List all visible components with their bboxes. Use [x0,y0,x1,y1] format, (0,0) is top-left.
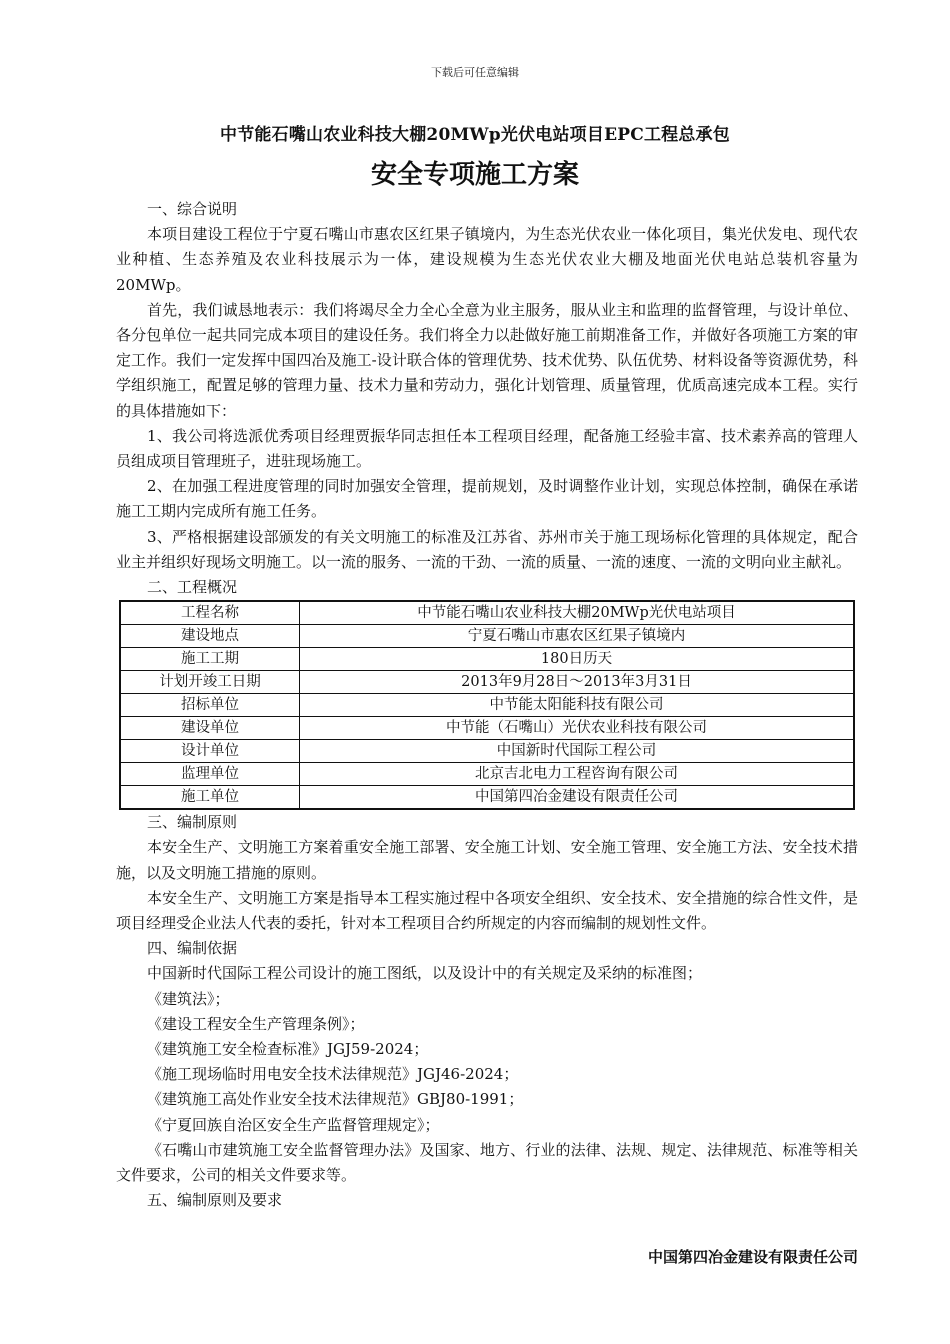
project-overview-table [119,600,855,810]
table-value: 北京吉北电力工程咨询有限公司 [300,763,855,786]
paragraph: 首先，我们诚恳地表示：我们将竭尽全力全心全意为业主服务，服从业主和监理的监督管理，与设计单位、各分包单位一起共同完成本项目的建设任务。我们将全力以赴做好施工前期准备工作，并做好各项施工方案的审定工作。我们一定发挥中国四冶及施工-设计联合体的管理优势、技术优势、队伍优势、材料设备等资源优势，科学组织施工，配置足够的管理力量、技术力量和劳动力，强化计划管理、质量管理，优质高速完成本工程。实行的具体措施如下： [116,300,858,420]
table-value: 2013年9月28日～2013年3月31日 [300,671,855,694]
footer-company: 中国第四冶金建设有限责任公司 [647,1248,858,1266]
table-row [120,601,854,625]
table-value: 中节能太阳能科技有限公司 [300,694,855,717]
paragraph: 《石嘴山市建筑施工安全监督管理办法》及国家、地方、行业的法律、法规、规定、法律规范、标准等相关文件要求，公司的相关文件要求等。 [116,1140,858,1185]
reference-item: 《建筑施工高处作业安全技术法律规范》GBJ80-1991； [147,1090,524,1109]
reference-item: 《施工现场临时用电安全技术法律规范》JGJ46-2024； [147,1065,519,1084]
paragraph: 本安全生产、文明施工方案是指导本工程实施过程中各项安全组织、安全技术、安全措施的综合性文件，是项目经理受企业法人代表的委托，针对本工程项目合约所规定的内容而编制的规划性文件。 [116,888,858,933]
table-key: 监理单位 [120,763,300,786]
paragraph: 中国新时代国际工程公司设计的施工图纸，以及设计中的有关规定及采纳的标准图； [147,964,703,983]
table-value: 宁夏石嘴山市惠农区红果子镇境内 [300,625,855,648]
table-row [120,625,854,648]
table-row [120,694,854,717]
document-subtitle: 安全专项施工方案 [370,160,579,190]
table-row [120,671,854,694]
section-heading: 三、编制原则 [147,813,238,832]
reference-item: 《建设工程安全生产管理条例》； [147,1014,365,1033]
table-value: 中节能（石嘴山）光伏农业科技有限公司 [300,717,855,740]
table-value: 中国第四冶金建设有限责任公司 [300,786,855,810]
paragraph: 3、严格根据建设部颁发的有关文明施工的标准及江苏省、苏州市关于施工现场标化管理的具体规定，配合业主并组织好现场文明施工。以一流的服务、一流的干劲、一流的质量、一流的速度、一流的文明向业主献礼。 [116,527,858,571]
reference-item: 《建筑法》； [147,989,230,1008]
table-row [120,740,854,763]
header-note: 下载后可任意编辑 [431,66,519,79]
section-heading: 五、编制原则及要求 [147,1191,283,1210]
table-row [120,786,854,810]
document-body [116,197,858,1214]
paragraph: 本项目建设工程位于宁夏石嘴山市惠农区红果子镇境内，为生态光伏农业一体化项目，集光伏发电、现代农业种植、生态养殖及农业科技展示为一体，建设规模为生态光伏农业大棚及地面光伏电站总装机容量为20MWp。 [116,225,858,294]
table-key: 建设单位 [120,717,300,740]
table-row [120,648,854,671]
table-row [120,763,854,786]
reference-item: 《宁夏回族自治区安全生产监督管理规定》； [147,1115,440,1134]
table-key: 招标单位 [120,694,300,717]
reference-item: 《建筑施工安全检查标准》JGJ59-2024； [147,1040,429,1059]
table-key: 计划开竣工日期 [120,671,300,694]
paragraph: 1、我公司将选派优秀项目经理贾振华同志担任本工程项目经理，配备施工经验丰富、技术素养高的管理人员组成项目管理班子，进驻现场施工。 [116,426,858,471]
document-title: 中节能石嘴山农业科技大棚20MWp光伏电站项目EPC工程总承包 [220,125,730,145]
table-key: 设计单位 [120,740,300,763]
table-key: 工程名称 [120,601,300,625]
table-row [120,717,854,740]
section-heading: 一、综合说明 [147,200,238,218]
paragraph: 本安全生产、文明施工方案着重安全施工部署、安全施工计划、安全施工管理、安全施工方法、安全技术措施，以及文明施工措施的原则。 [116,838,858,882]
table-value: 中节能石嘴山农业科技大棚20MWp光伏电站项目 [300,601,855,625]
table-value: 180日历天 [300,648,855,671]
section-heading: 二、工程概况 [147,578,238,597]
paragraph: 2、在加强工程进度管理的同时加强安全管理，提前规划，及时调整作业计划，实现总体控制，确保在承诺施工工期内完成所有施工任务。 [116,477,858,521]
table-key: 施工单位 [120,786,300,810]
section-heading: 四、编制依据 [147,939,238,958]
table-key: 施工工期 [120,648,300,671]
table-key: 建设地点 [120,625,300,648]
table-value: 中国新时代国际工程公司 [300,740,855,763]
